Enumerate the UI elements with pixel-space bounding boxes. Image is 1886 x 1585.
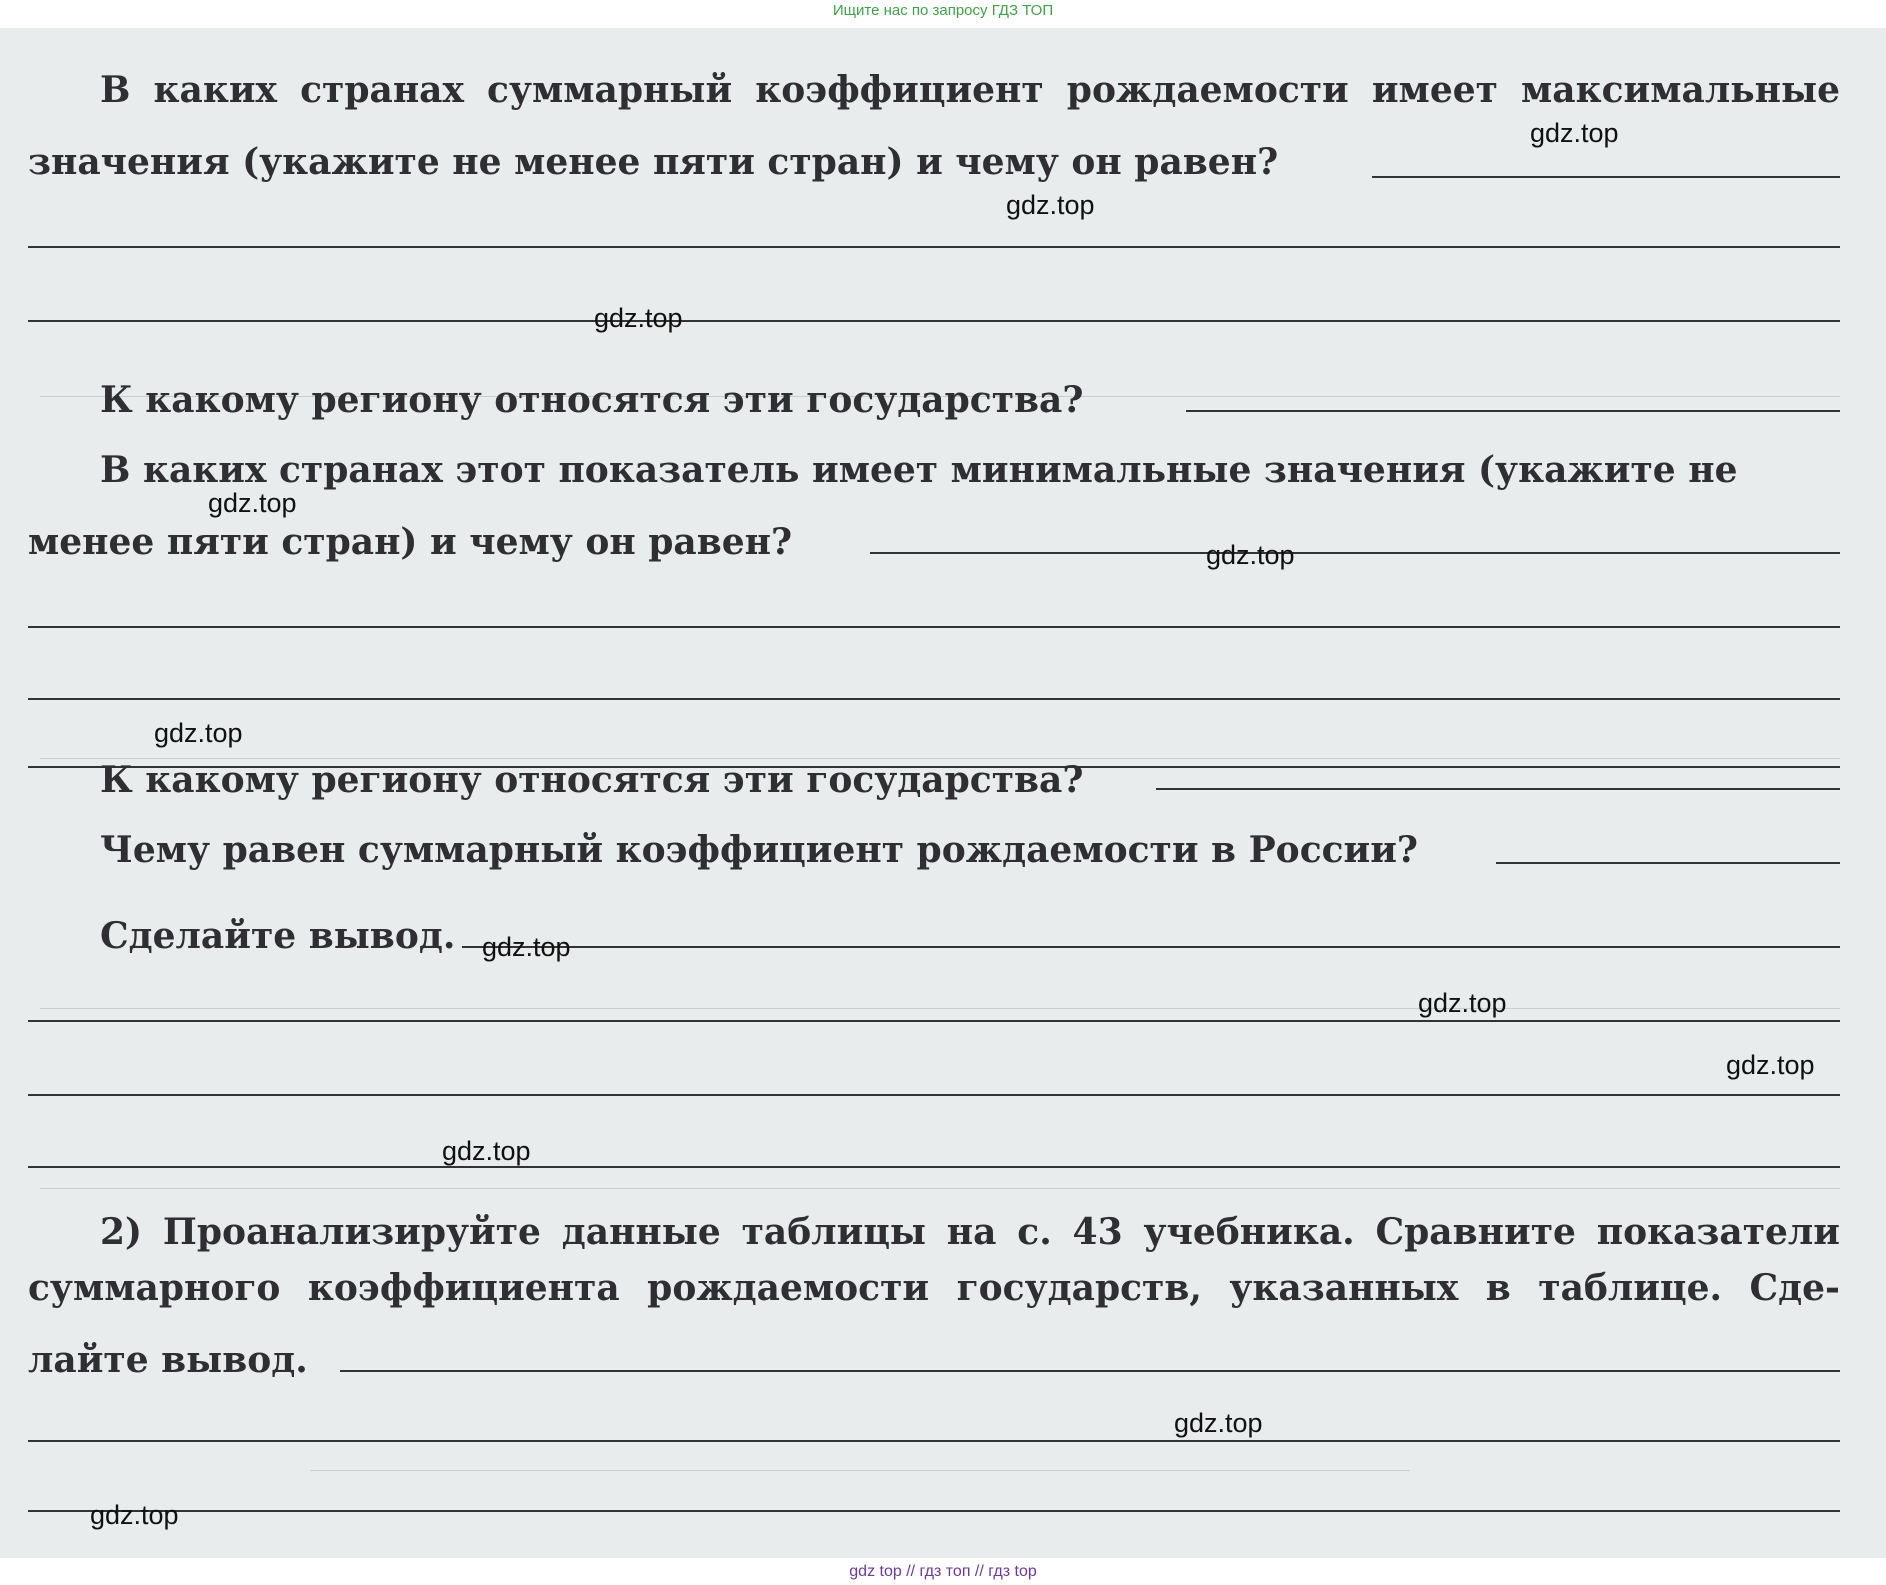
answer-line[interactable] (28, 1440, 1840, 1442)
question-3-text: В каких странах этот показатель имеет минимальные значения (укажите не (100, 449, 1738, 491)
question-3-line-1 (100, 448, 1737, 492)
watermark: gdz.top (1206, 540, 1295, 570)
watermark: gdz.top (1418, 988, 1507, 1018)
question-1-text: В каких странах суммарный коэффициент рождаемости имеет максимальные (100, 69, 1840, 111)
watermark: gdz.top (90, 1500, 179, 1530)
answer-line[interactable] (28, 1094, 1840, 1096)
ghost-line (40, 1188, 1840, 1189)
question-3-text-cont: менее пяти стран) и чему он равен? (28, 521, 793, 563)
answer-line[interactable] (1156, 788, 1840, 790)
answer-line[interactable] (28, 246, 1840, 248)
question-1-text-cont: значения (укажите не менее пяти стран) и чему он равен? (28, 141, 1279, 183)
answer-line[interactable] (28, 1166, 1840, 1168)
answer-line[interactable] (28, 320, 1840, 322)
question-4-text: К какому региону относятся эти государства? (100, 759, 1084, 801)
watermark: gdz.top (482, 932, 571, 962)
question-2-text: К какому региону относятся эти государства? (100, 379, 1084, 421)
question-6 (100, 914, 455, 958)
bottom-banner: gdz top // гдз топ // гдз top (849, 1563, 1037, 1580)
question-5-text: Чему равен суммарный коэффициент рождаемости в России? (100, 829, 1419, 871)
answer-line[interactable] (340, 1370, 1840, 1372)
question-2 (100, 378, 1083, 422)
question-3-line-2 (28, 520, 792, 564)
answer-line[interactable] (870, 552, 1840, 554)
task-2-line-3 (28, 1338, 308, 1382)
answer-line[interactable] (1496, 862, 1840, 864)
watermark: gdz.top (1530, 118, 1619, 148)
task-2-text: 2) Проанализируйте данные таблицы на с. 43 учебника. Сравните показатели (100, 1211, 1840, 1253)
question-4 (100, 758, 1083, 802)
ghost-line (40, 1008, 1840, 1009)
watermark: gdz.top (442, 1136, 531, 1166)
question-5 (100, 828, 1418, 872)
watermark: gdz.top (1726, 1050, 1815, 1080)
watermark: gdz.top (208, 488, 297, 518)
answer-line[interactable] (1186, 410, 1840, 412)
answer-line[interactable] (28, 626, 1840, 628)
task-2-text-end: лайте вывод. (28, 1339, 308, 1381)
question-6-text: Сделайте вывод. (100, 915, 456, 957)
answer-line[interactable] (28, 698, 1840, 700)
task-2-line-2 (28, 1266, 1840, 1310)
question-1-line-1 (100, 68, 1840, 112)
top-banner: Ищите нас по запросу ГДЗ ТОП (832, 2, 1054, 19)
answer-line[interactable] (28, 1510, 1840, 1512)
answer-line[interactable] (1372, 176, 1840, 178)
watermark: gdz.top (1006, 190, 1095, 220)
watermark: gdz.top (154, 718, 243, 748)
watermark: gdz.top (1174, 1408, 1263, 1438)
answer-line[interactable] (28, 1020, 1840, 1022)
question-1-line-2 (28, 140, 1278, 184)
watermark: gdz.top (594, 303, 683, 333)
task-2-text-cont: суммарного коэффициента рождаемости государств, указанных в таблице. Сде- (28, 1267, 1840, 1309)
ghost-line (310, 1470, 1410, 1471)
answer-line[interactable] (462, 946, 1840, 948)
task-2-line-1 (100, 1210, 1840, 1254)
